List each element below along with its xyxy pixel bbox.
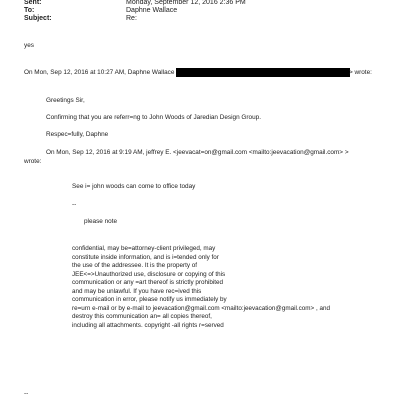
disclaimer-line: confidential, may be=attorney-client privileged, may	[72, 245, 216, 252]
quote2-separator: --	[72, 201, 77, 208]
disclaimer-line: re=urn e-mail or by e-mail to jeevacation@gmail.com <mailto:jeevacation@gmail.com> , and	[72, 304, 330, 312]
to-label: To:	[24, 7, 35, 14]
quote1-signature: Respec=fully, Daphne	[46, 131, 109, 138]
sent-value: Monday, September 12, 2016 2:36 PM	[126, 0, 246, 6]
please-note: please note	[84, 218, 118, 225]
disclaimer-line: destroy this communication an= all copies thereof,	[72, 313, 212, 320]
sent-label: Sent:	[24, 0, 42, 6]
quote1-greeting: Greetings Sir,	[46, 97, 85, 104]
disclaimer-line: JEE<=>Unauthorized use, disclosure or copying of this	[72, 270, 226, 278]
quote2-body: See i= john woods can come to office today	[72, 183, 196, 190]
disclaimer-line: the use of the addressee. It is the property of	[72, 262, 197, 269]
quote1-intro-end: > wrote:	[349, 69, 372, 76]
subject-label: Subject:	[24, 15, 52, 22]
disclaimer-line: and may be unlawful. If you have rec=ived this	[72, 287, 202, 295]
reply-text: yes	[24, 42, 34, 49]
disclaimer-line: including all attachments. copyright -all rights r=served	[72, 321, 224, 329]
quote2-intro-wrote: wrote:	[24, 158, 42, 165]
subject-value: Re:	[126, 15, 137, 22]
redaction-bar	[176, 68, 350, 77]
quote1-intro: On Mon, Sep 12, 2016 at 10:27 AM, Daphne Wallace	[24, 69, 175, 76]
disclaimer-line: constitute inside information, and is i=tended only for	[72, 253, 219, 261]
footer-separator: --	[24, 390, 29, 397]
quote2-intro: On Mon, Sep 12, 2016 at 9:19 AM, jeffrey E. <jeevacat=on@gmail.com <mailto:jeevacation@gmail.com> >	[46, 149, 349, 156]
disclaimer-line: communication or any =art thereof is strictly prohibited	[72, 279, 224, 286]
quote1-body: Confirming that you are referr=ng to John Woods of Jaredian Design Group.	[46, 114, 261, 121]
to-value: Daphne Wallace	[126, 7, 178, 14]
disclaimer-line: communication in error, please notify us immediately by	[72, 296, 227, 303]
